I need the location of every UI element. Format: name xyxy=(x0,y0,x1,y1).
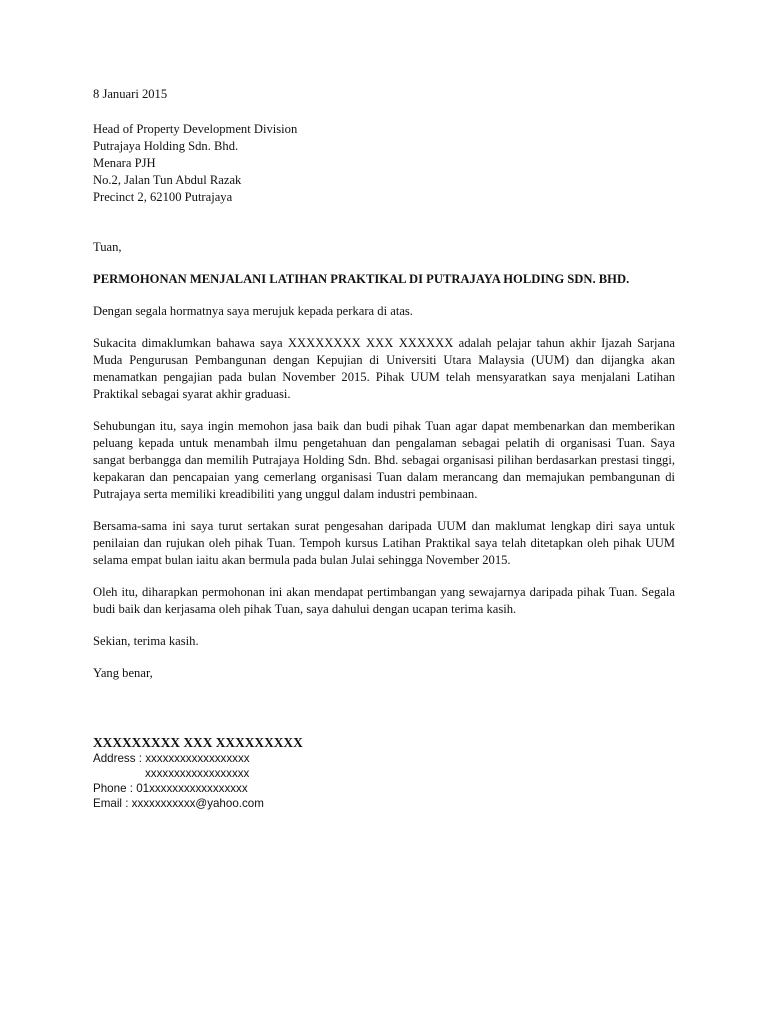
body-paragraph: Dengan segala hormatnya saya merujuk kepada perkara di atas. xyxy=(93,304,413,318)
recipient-line: Putrajaya Holding Sdn. Bhd. xyxy=(93,139,239,153)
phone-line: Phone : 01xxxxxxxxxxxxxxxxx xyxy=(93,782,248,795)
contact-details xyxy=(93,751,675,811)
body-paragraph: Bersama-sama ini saya turut sertakan surat pengesahan daripada UUM dan maklumat lengkap diri saya untuk penilaian dan rujukan oleh pihak Tuan. Tempoh kursus Latihan Praktikal saya telah ditetapkan oleh pihak UUM selama empat bulan iaitu akan bermula pada bulan Julai sehingga November 2015. xyxy=(93,519,675,567)
recipient-line: Head of Property Development Division xyxy=(93,122,298,136)
body-paragraph: Sehubungan itu, saya ingin memohon jasa baik dan budi pihak Tuan agar dapat membenarkan dan memberikan peluang kepada untuk menambah ilmu pengetahuan dan pengalaman sebagai pelatih di organisasi Tuan. Saya sangat berbangga dan memilih Putrajaya Holding Sdn. Bhd. sebagai organisasi pilihan berdasarkan prestasi tinggi, kepakaran dan pencapaian yang cemerlang organisasi Tuan dalam merancang dan memajukan pembangunan di Putrajaya serta memiliki kreadibiliti yang unggul dalam industri pembinaan. xyxy=(93,419,675,501)
recipient-line: No.2, Jalan Tun Abdul Razak xyxy=(93,173,242,187)
letter-subject: PERMOHONAN MENJALANI LATIHAN PRAKTIKAL DI PUTRAJAYA HOLDING SDN. BHD. xyxy=(93,272,630,286)
salutation: Tuan, xyxy=(93,240,122,254)
email-line: Email : xxxxxxxxxxx@yahoo.com xyxy=(93,797,264,810)
recipient-line: Precinct 2, 62100 Putrajaya xyxy=(93,190,233,204)
recipient-line: Menara PJH xyxy=(93,156,156,170)
signature-name: XXXXXXXXX XXX XXXXXXXXX xyxy=(93,735,303,750)
body-paragraph: Oleh itu, diharapkan permohonan ini akan mendapat pertimbangan yang sewajarnya daripada pihak Tuan. Segala budi baik dan kerjasama oleh pihak Tuan, saya dahului dengan ucapan terima kasih. xyxy=(93,585,675,616)
letter-date: 8 Januari 2015 xyxy=(93,87,168,101)
body-paragraph: Sukacita dimaklumkan bahawa saya XXXXXXXX XXX XXXXXX adalah pelajar tahun akhir Ijazah Sarjana Muda Pengurusan Pembangunan dengan Kepujian di Universiti Utara Malaysia (UUM) dan dijangka akan menamatkan pengajian pada bulan November 2015. Pihak UUM telah mensyaratkan saya menjalani Latihan Praktikal sebagai syarat akhir graduasi. xyxy=(93,336,675,401)
closing-remark: Sekian, terima kasih. xyxy=(93,634,199,648)
recipient-address xyxy=(93,121,675,206)
address-line: Address : xxxxxxxxxxxxxxxxxx xyxy=(93,752,250,765)
sign-off: Yang benar, xyxy=(93,666,153,680)
address-line: xxxxxxxxxxxxxxxxxx xyxy=(145,767,250,780)
letter-page xyxy=(93,86,675,811)
